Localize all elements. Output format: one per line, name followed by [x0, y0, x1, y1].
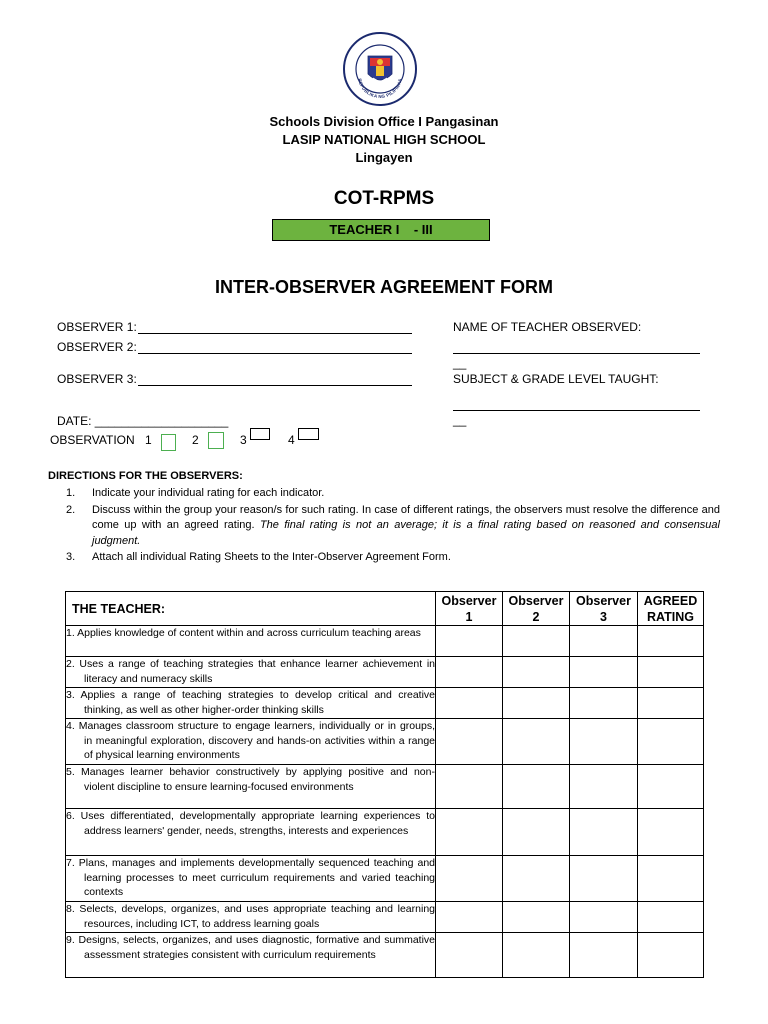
date-field[interactable]: DATE: ____________________ — [57, 414, 229, 428]
observation-label: OBSERVATION — [50, 433, 135, 447]
obs-option-3-label: 3 — [240, 433, 247, 447]
direction-item — [66, 550, 720, 566]
indicator-cell: 7. Plans, manages and implements developmentally sequenced teaching and learning processes to meet curriculum requirements and varied teaching contexts — [66, 856, 436, 902]
division-office: Schools Division Office I Pangasinan — [269, 114, 499, 129]
indicator-cell: 6. Uses differentiated, developmentally appropriate learning experiences to address learners' gender, needs, strengths, interests and experiences — [66, 809, 436, 856]
teacher-name-tail: __ — [453, 356, 467, 370]
indicator-cell: 5. Manages learner behavior constructively by applying positive and non-violent discipline to ensure learning-focused environments — [66, 765, 436, 809]
observer1-column-header: Observer 1 — [436, 592, 503, 626]
observer3-rating-cell[interactable] — [570, 933, 638, 978]
observer2-rating-cell[interactable] — [503, 657, 570, 688]
observer3-rating-cell[interactable] — [570, 856, 638, 902]
observer3-label: OBSERVER 3: — [57, 372, 137, 386]
subject-label: SUBJECT & GRADE LEVEL TAUGHT: — [453, 372, 659, 386]
table-row — [66, 657, 704, 688]
observer3-rating-cell[interactable] — [570, 765, 638, 809]
agreed-rating-cell[interactable] — [638, 809, 704, 856]
obs-option-3-checkbox[interactable] — [250, 428, 270, 440]
observer2-rating-cell[interactable] — [503, 902, 570, 933]
direction-text: Discuss within the group your reason/s for such rating. In case of different ratings, the observers must resolve the difference and come up with an agreed rating. The final rating is not an average; it is a final rating based on reasoned and consensual judgment. — [92, 503, 720, 547]
direction-number: 1. — [66, 487, 76, 499]
table-row — [66, 688, 704, 719]
subject-tail: __ — [453, 413, 467, 427]
obs-option-4-checkbox[interactable] — [298, 428, 319, 440]
indicator-cell: 4. Manages classroom structure to engage learners, individually or in groups, in meaningful exploration, discovery and hands-on activities within a range of physical learning environments — [66, 719, 436, 765]
table-row — [66, 856, 704, 902]
observer2-rating-cell[interactable] — [503, 719, 570, 765]
direction-text: Attach all individual Rating Sheets to the Inter-Observer Agreement Form. — [92, 551, 451, 563]
direction-item — [66, 486, 720, 502]
table-row — [66, 719, 704, 765]
table-row — [66, 765, 704, 809]
observer1-rating-cell[interactable] — [436, 856, 503, 902]
direction-text: Indicate your individual rating for each indicator. — [92, 487, 325, 499]
observer2-label: OBSERVER 2: — [57, 340, 137, 354]
observer3-column-header: Observer 3 — [570, 592, 638, 626]
teacher-level-badge: TEACHER I - III — [272, 219, 490, 241]
cot-title: COT-RPMS — [333, 188, 435, 209]
obs-option-4-label: 4 — [288, 433, 295, 447]
observer1-rating-cell[interactable] — [436, 657, 503, 688]
table-row — [66, 809, 704, 856]
indicator-cell: 1. Applies knowledge of content within and across curriculum teaching areas — [66, 626, 436, 657]
observer2-rating-cell[interactable] — [503, 809, 570, 856]
indicator-cell: 3. Applies a range of teaching strategies to develop critical and creative thinking, as well as other higher-order thinking skills — [66, 688, 436, 719]
agreed-rating-cell[interactable] — [638, 688, 704, 719]
observer3-rating-cell[interactable] — [570, 809, 638, 856]
directions-title: DIRECTIONS FOR THE OBSERVERS: — [48, 470, 243, 482]
form-title: INTER-OBSERVER AGREEMENT FORM — [214, 277, 554, 297]
observer2-rating-cell[interactable] — [503, 688, 570, 719]
observer2-rating-cell[interactable] — [503, 626, 570, 657]
obs-option-2-label: 2 — [192, 433, 199, 447]
table-row — [66, 626, 704, 657]
obs-option-2-checkbox[interactable] — [208, 432, 224, 449]
observer1-rating-cell[interactable] — [436, 809, 503, 856]
school-location: Lingayen — [355, 150, 413, 165]
teacher-name-label: NAME OF TEACHER OBSERVED: — [453, 320, 642, 334]
direction-number: 3. — [66, 551, 76, 563]
directions-list — [66, 486, 720, 567]
subject-line[interactable] — [453, 410, 700, 411]
agreed-rating-cell[interactable] — [638, 933, 704, 978]
observer3-rating-cell[interactable] — [570, 902, 638, 933]
teacher-name-line[interactable] — [453, 353, 700, 354]
observer1-line[interactable] — [138, 333, 412, 334]
obs-option-1-checkbox[interactable] — [161, 434, 176, 451]
agreed-rating-cell[interactable] — [638, 719, 704, 765]
seal-outer-text — [340, 30, 420, 32]
observer2-rating-cell[interactable] — [503, 933, 570, 978]
agreed-rating-cell[interactable] — [638, 765, 704, 809]
agreed-rating-cell[interactable] — [638, 657, 704, 688]
observer1-rating-cell[interactable] — [436, 902, 503, 933]
agreed-rating-column-header: AGREED RATING — [638, 592, 704, 626]
observer2-column-header: Observer 2 — [503, 592, 570, 626]
observer3-rating-cell[interactable] — [570, 719, 638, 765]
observer3-rating-cell[interactable] — [570, 626, 638, 657]
observer3-line[interactable] — [138, 385, 412, 386]
rating-table — [65, 591, 704, 978]
indicator-cell: 8. Selects, develops, organizes, and uses appropriate teaching and learning resources, including ICT, to address learning goals — [66, 902, 436, 933]
observer1-rating-cell[interactable] — [436, 719, 503, 765]
observer1-rating-cell[interactable] — [436, 933, 503, 978]
agreed-rating-cell[interactable] — [638, 902, 704, 933]
direction-number: 2. — [66, 503, 76, 516]
observer1-rating-cell[interactable] — [436, 688, 503, 719]
observer1-rating-cell[interactable] — [436, 765, 503, 809]
direction-item — [66, 503, 720, 550]
indicator-cell: 9. Designs, selects, organizes, and uses diagnostic, formative and summative assessment strategies consistent with curriculum requirements — [66, 933, 436, 978]
observer3-rating-cell[interactable] — [570, 657, 638, 688]
seal-inner-text: REPUBLIKA NG PILIPINAS — [357, 78, 403, 100]
table-row — [66, 902, 704, 933]
observer1-rating-cell[interactable] — [436, 626, 503, 657]
school-name: LASIP NATIONAL HIGH SCHOOL — [282, 132, 486, 147]
agreed-rating-cell[interactable] — [638, 856, 704, 902]
deped-seal — [340, 30, 420, 108]
agreed-rating-cell[interactable] — [638, 626, 704, 657]
observer2-line[interactable] — [138, 353, 412, 354]
table-row — [66, 933, 704, 978]
observer1-label: OBSERVER 1: — [57, 320, 137, 334]
observer3-rating-cell[interactable] — [570, 688, 638, 719]
indicator-cell: 2. Uses a range of teaching strategies that enhance learner achievement in literacy and numeracy skills — [66, 657, 436, 688]
observer2-rating-cell[interactable] — [503, 856, 570, 902]
table-header-row — [66, 592, 704, 626]
observer2-rating-cell[interactable] — [503, 765, 570, 809]
teacher-column-header: THE TEACHER: — [66, 592, 436, 626]
obs-option-1-label: 1 — [145, 433, 152, 447]
